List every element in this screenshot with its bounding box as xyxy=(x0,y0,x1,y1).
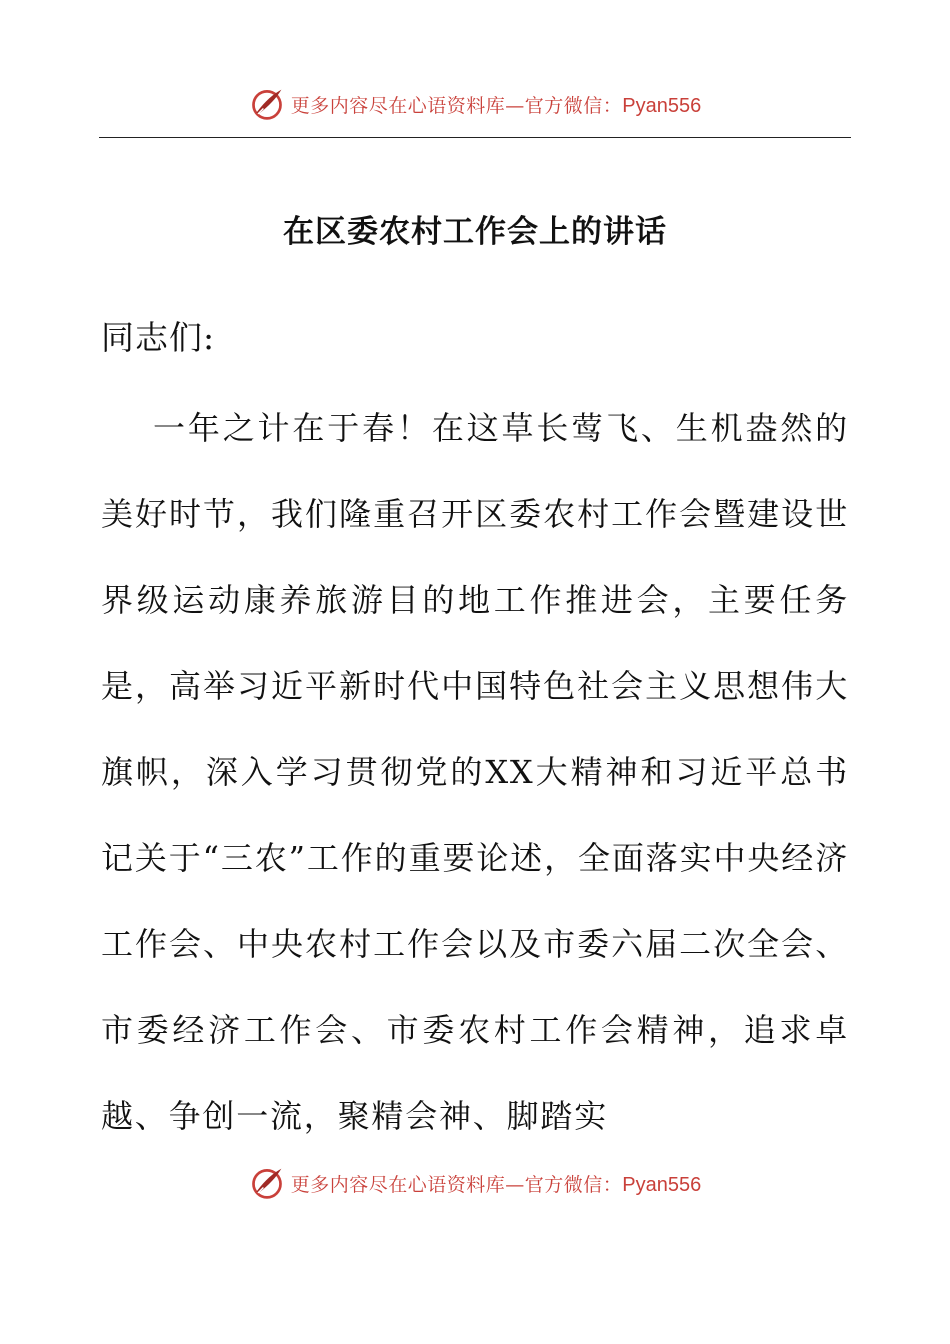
salutation: 同志们: xyxy=(101,318,216,357)
footer-banner xyxy=(291,1170,701,1197)
document-title: 在区委农村工作会上的讲话 xyxy=(283,214,667,250)
body-paragraph: 一年之计在于春！在这草长莺飞、生机盎然的美好时节，我们隆重召开区委农村工作会暨建设世界级运动康养旅游目的地工作推进会，主要任务是，高举习近平新时代中国特色社会主义思想伟大旗帜，深入学习贯彻党的XX大精神和习近平总书记关于“三农”工作的重要论述，全面落实中央经济工作会、中央农村工作会以及市委六届二次全会、市委经济工作会、市委农村工作会精神，追求卓越、争创一流，聚精会神、脚踏实 xyxy=(101,409,849,1135)
header-banner xyxy=(291,91,701,118)
quill-pen-circle-icon xyxy=(249,1165,285,1201)
header-divider xyxy=(99,137,851,138)
page-footer xyxy=(0,1163,950,1203)
quill-pen-circle-icon xyxy=(249,86,285,122)
footer-banner-text: 更多内容尽在心语资料库—官方微信： xyxy=(290,1173,623,1196)
header-banner-text: 更多内容尽在心语资料库—官方微信： xyxy=(290,94,623,117)
header-wechat-id: Pyan556 xyxy=(622,94,702,117)
page-header xyxy=(0,84,950,124)
footer-wechat-id: Pyan556 xyxy=(622,1173,702,1196)
